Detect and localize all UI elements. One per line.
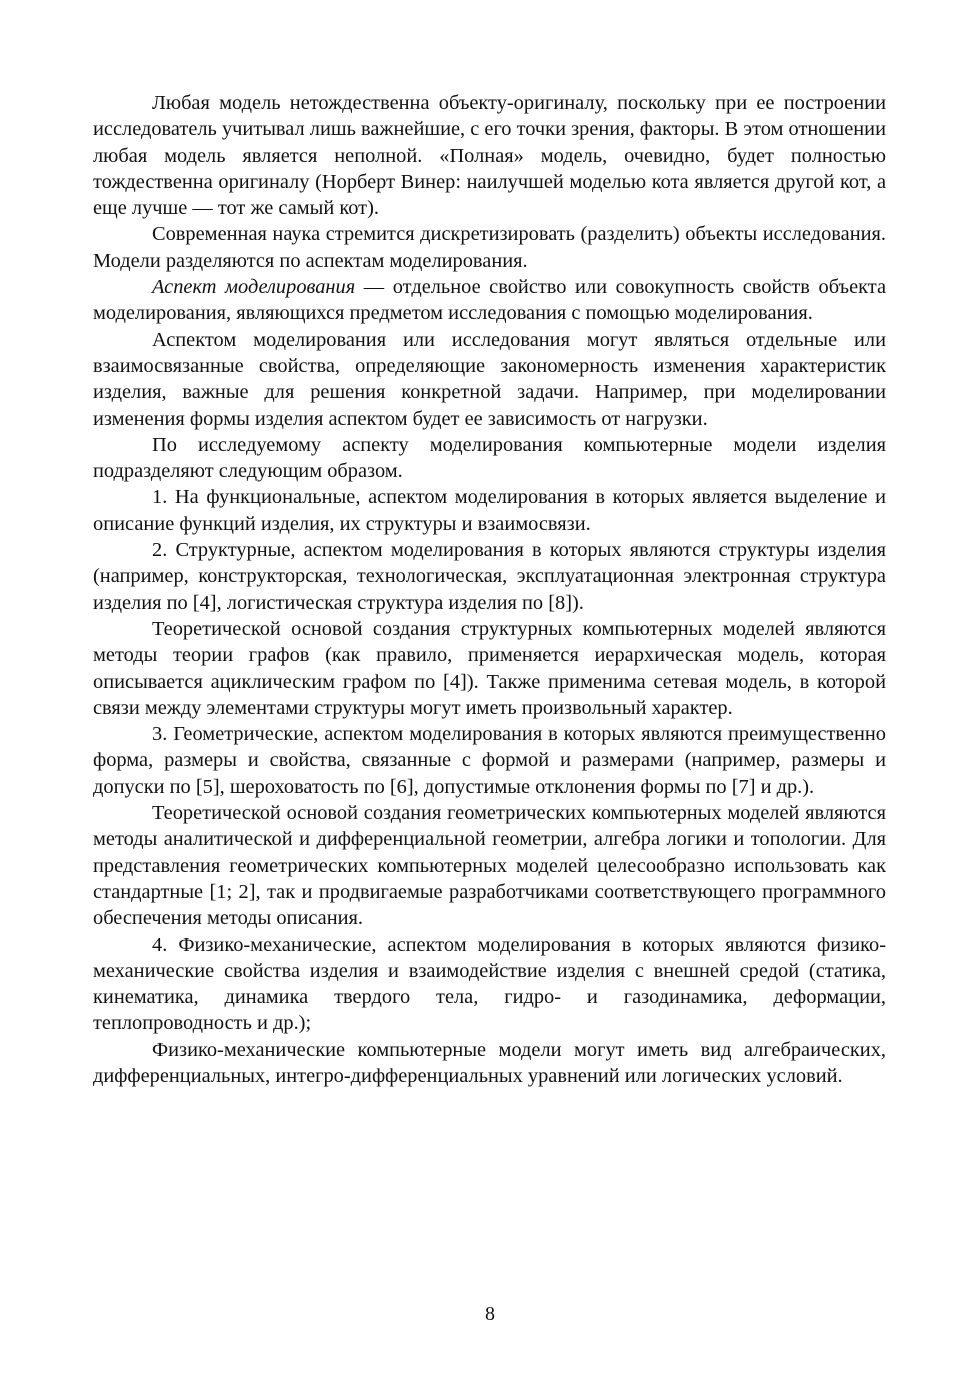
paragraph-geometric-theory: Теоретической основой создания геометрических компьютерных моделей являются методы аналитической и дифференциальной геометрии, алгебра логики и топологии. Для представления геометрических компьютерных моделей целесообразно использовать как стандартные [1; 2], так и продвигаемые разработчиками соответствующего программного обеспечения методы описания. <box>93 802 886 930</box>
list-item-structural: 2. Структурные, аспектом моделирования в которых являются структуры изделия (например, конструкторская, технологическая, эксплуатационная электронная структура изделия по [4], логистическая структура изделия по [8]). <box>93 539 886 614</box>
paragraph-structural-theory: Теоретической основой создания структурных компьютерных моделей являются методы теории графов (как правило, применяется иерархическая модель, которая описывается ациклическим графом по [4]). Также применима сетевая модель, в которой связи между элементами структуры могут иметь произвольный характер. <box>93 617 886 719</box>
paragraph-discretization: Современная наука стремится дискретизировать (разделить) объекты исследования. Модели разделяются по аспектам моделирования. <box>93 223 886 272</box>
paragraph-aspect-examples: Аспектом моделирования или исследования могут являться отдельные или взаимосвязанные свойства, определяющие закономерность изменения характеристик изделия, важные для решения конкретной задачи. Например, при моделировании изменения формы изделия аспектом будет ее зависимость от нагрузки. <box>93 328 886 430</box>
list-item-physical-mechanical: 4. Физико-механические, аспектом моделирования в которых являются физико-механические свойства изделия и взаимодействие изделия с внешней средой (статика, кинематика, динамика твердого тела, гидро- и газодинамика, деформации, теплопроводность и др.); <box>93 933 886 1035</box>
paragraph-classification-intro: По исследуемому аспекту моделирования компьютерные модели изделия подразделяют следующим образом. <box>93 433 886 483</box>
definition-term: Аспект моделирования <box>152 276 356 299</box>
paragraph-physical-mechanical-forms: Физико-механические компьютерные модели могут иметь вид алгебраических, дифференциальных, интегро-дифференциальных уравнений или логических условий. <box>93 1038 886 1087</box>
document-body <box>93 90 886 1089</box>
list-item-functional: 1. На функциональные, аспектом моделирования в которых является выделение и описание функций изделия, их структуры и взаимосвязи. <box>93 486 886 535</box>
page-number: 8 <box>485 1303 495 1325</box>
list-item-geometric: 3. Геометрические, аспектом моделирования в которых являются преимущественно форма, размеры и свойства, связанные с формой и размерами (например, размеры и допуски по [5], шероховатость по [6], допустимые отклонения формы по [7] и др.). <box>93 723 886 798</box>
paragraph-model-incompleteness: Любая модель нетождественна объекту-оригиналу, поскольку при ее построении исследователь учитывал лишь важнейшие, с его точки зрения, факторы. В этом отношении любая модель является неполной. «Полная» модель, очевидно, будет полностью тождественна оригиналу (Норберт Винер: наилучшей моделью кота является другой кот, а еще лучше — тот же самый кот). <box>93 92 886 220</box>
paragraph-definition <box>93 274 886 327</box>
definition-text: — отдельное свойство или совокупность свойств объекта моделирования, являющихся предметом исследования с помощью моделирования. <box>93 276 886 325</box>
